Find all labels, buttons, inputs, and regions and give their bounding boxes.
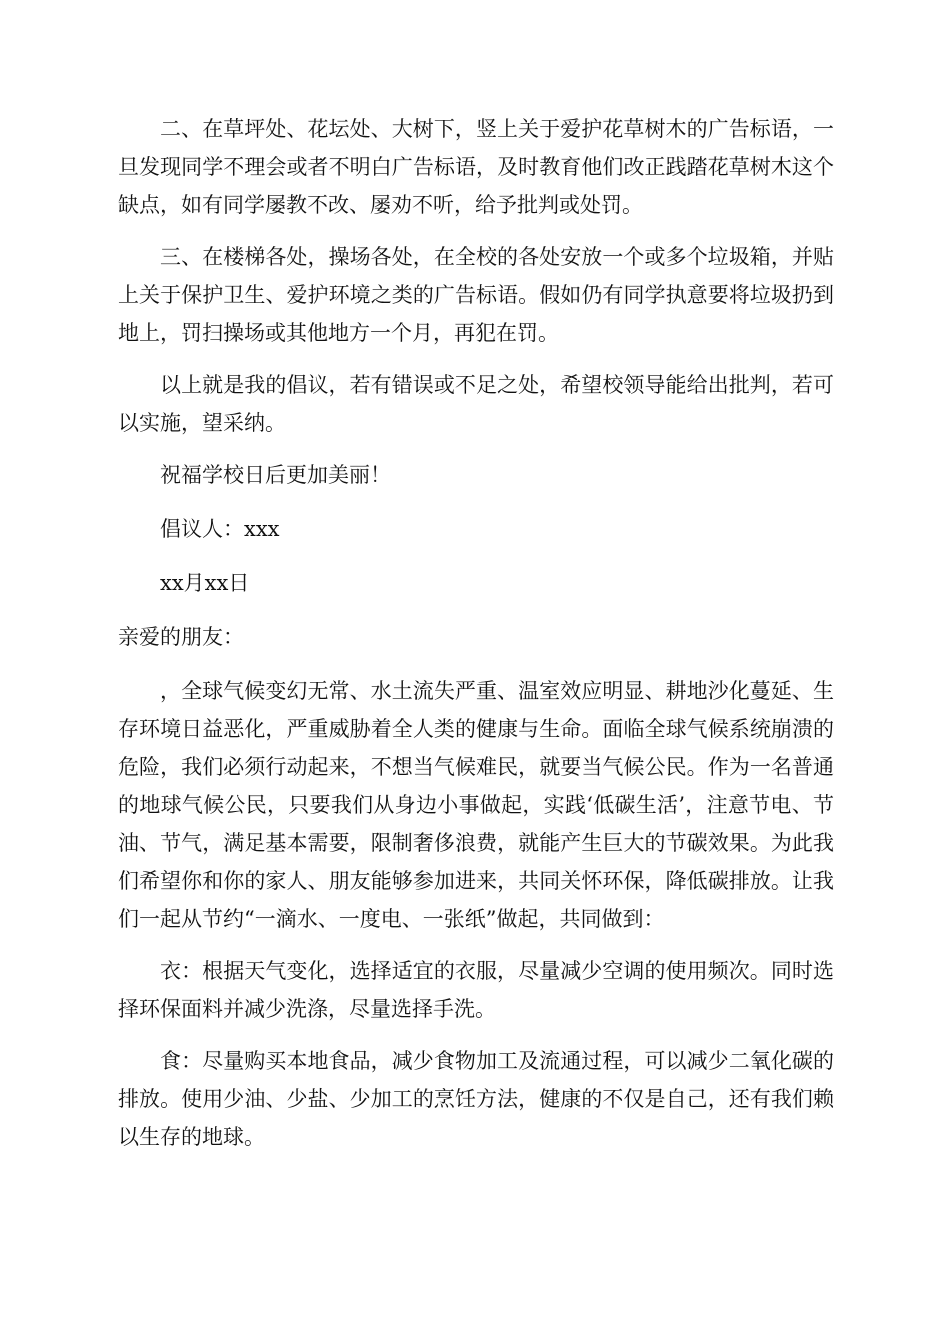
paragraph-item-three: 三、在楼梯各处，操场各处，在全校的各处安放一个或多个垃圾箱，并贴上关于保护卫生、爱护环境之类的广告标语。假如仍有同学执意要将垃圾扔到地上，罚扫操场或其他地方一个月，再犯在罚。 bbox=[118, 245, 834, 345]
paragraph-closing: 以上就是我的倡议，若有错误或不足之处，希望校领导能给出批判，若可以实施，望采纳。 bbox=[118, 373, 834, 435]
paragraph-blessing: 祝福学校日后更加美丽！ bbox=[160, 463, 391, 487]
paragraph-item-two: 二、在草坪处、花坛处、大树下，竖上关于爱护花草树木的广告标语，一旦发现同学不理会或者不明白广告标语，及时教育他们改正践踏花草树木这个缺点，如有同学屡教不改、屡劝不听，给予批判或处罚。 bbox=[118, 117, 834, 217]
paragraph-intro: ，全球气候变幻无常、水土流失严重、温室效应明显、耕地沙化蔓延、生存环境日益恶化，严重威胁着全人类的健康与生命。面临全球气候系统崩溃的危险，我们必须行动起来，不想当气候难民，就要当气候公民。作为一名普通的地球气候公民，只要我们从身边小事做起，实践‘低碳生活’，注意节电、节油、节气，满足基本需要，限制奢侈浪费，就能产生巨大的节碳效果。为此我们希望你和你的家人、朋友能够参加进来，共同关怀环保，降低碳排放。让我们一起从节约“一滴水、一度电、一张纸”做起，共同做到： bbox=[118, 679, 834, 931]
paragraph-clothing: 衣：根据天气变化，选择适宜的衣服，尽量减少空调的使用频次。同时选择环保面料并减少洗涤，尽量选择手洗。 bbox=[118, 959, 834, 1021]
paragraph-food: 食：尽量购买本地食品，减少食物加工及流通过程，可以减少二氧化碳的排放。使用少油、少盐、少加工的烹饪方法，健康的不仅是自己，还有我们赖以生存的地球。 bbox=[118, 1049, 834, 1149]
document-page bbox=[118, 110, 834, 1170]
letter-salutation: 亲爱的朋友： bbox=[118, 625, 244, 649]
signature-proposer: 倡议人：xxx bbox=[160, 517, 280, 541]
signature-date: xx月xx日 bbox=[160, 571, 250, 595]
